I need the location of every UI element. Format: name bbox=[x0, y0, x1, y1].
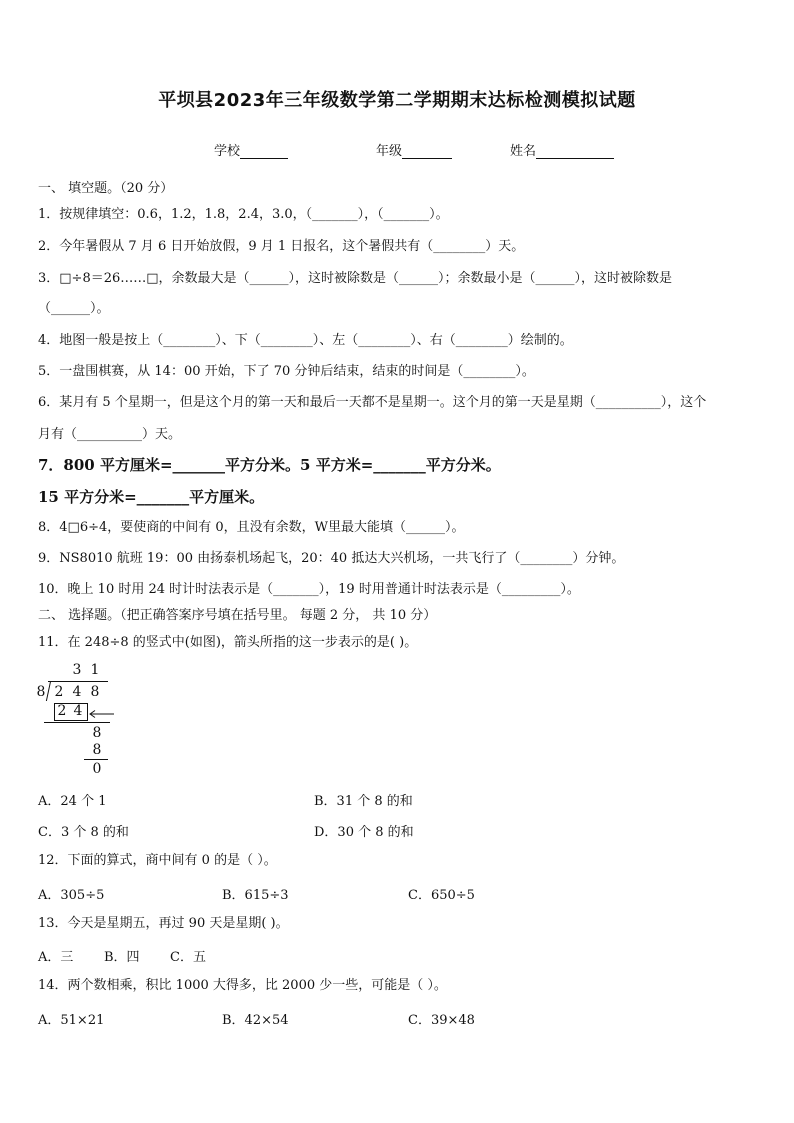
option-c: C．650÷5 bbox=[408, 888, 475, 903]
option-a: A．三 bbox=[38, 950, 74, 965]
option-d: D．30 个 8 的和 bbox=[314, 825, 414, 840]
section-1-heading: 一、 填空题。（20 分） bbox=[38, 181, 174, 196]
question-1: 1．按规律填空：0.6，1.2，1.8，2.4，3.0，（_______），（_______）。 bbox=[38, 207, 449, 222]
name-field bbox=[510, 140, 614, 159]
option-c: C．五 bbox=[170, 950, 206, 965]
bring-down-digit: 8 bbox=[92, 725, 102, 741]
subtraction-line bbox=[84, 759, 108, 760]
school-blank bbox=[240, 144, 288, 159]
dividend-digit: 8 bbox=[90, 684, 100, 700]
grade-blank bbox=[402, 144, 452, 159]
divisor-digit: 8 bbox=[36, 684, 46, 700]
name-blank bbox=[536, 144, 614, 159]
question-5: 5．一盘围棋赛，从 14：00 开始，下了 70 分钟后结束，结束的时间是（________）。 bbox=[38, 364, 535, 379]
long-division-figure bbox=[34, 662, 124, 780]
question-11: 11．在 248÷8 的竖式中(如图)，箭头所指的这一步表示的是( )。 bbox=[38, 635, 418, 650]
option-a: A．305÷5 bbox=[38, 888, 105, 903]
question-3-line-1: 3．□÷8＝26……□，余数最大是（______），这时被除数是（______）；余数最小是（______），这时被除数是 bbox=[38, 271, 673, 286]
left-arrow-icon bbox=[88, 709, 114, 719]
option-c: C．3 个 8 的和 bbox=[38, 825, 129, 840]
question-13: 13．今天是星期五，再过 90 天是星期( )。 bbox=[38, 916, 289, 931]
question-9: 9．NS8010 航班 19：00 由扬泰机场起飞，20：40 抵达大兴机场，一共飞行了（________）分钟。 bbox=[38, 551, 625, 566]
dividend-digit: 4 bbox=[72, 684, 82, 700]
option-b: B．四 bbox=[104, 950, 140, 965]
school-label: 学校 bbox=[214, 144, 241, 159]
question-2: 2．今年暑假从 7 月 6 日开始放假，9 月 1 日报名，这个暑假共有（________）天。 bbox=[38, 239, 525, 254]
question-6-line-1: 6．某月有 5 个星期一，但是这个月的第一天和最后一天都不是星期一。这个月的第一天是星期（__________），这个 bbox=[38, 395, 707, 410]
quotient-digit: 1 bbox=[90, 662, 100, 678]
option-c: C．39×48 bbox=[408, 1013, 475, 1028]
division-bar bbox=[48, 681, 108, 682]
page-title: 平坝县2023年三年级数学第二学期期末达标检测模拟试题 bbox=[158, 90, 636, 111]
question-4: 4．地图一般是按上（________）、下（________）、左（________）、右（________）绘制的。 bbox=[38, 333, 573, 348]
school-field bbox=[214, 140, 288, 159]
subtraction-line bbox=[44, 722, 110, 723]
dividend-digit: 2 bbox=[54, 684, 64, 700]
question-10: 10．晚上 10 时用 24 时计时法表示是（_______），19 时用普通计时法表示是（_________）。 bbox=[38, 582, 580, 597]
question-7-line-1: 7．800 平方厘米=_______平方分米。5 平方米=_______平方分米。 bbox=[38, 456, 501, 474]
question-8: 8．4□6÷4，要使商的中间有 0，且没有余数，W里最大能填（______）。 bbox=[38, 520, 465, 535]
section-2-heading: 二、 选择题。（把正确答案序号填在括号里。 每题 2 分， 共 10 分） bbox=[38, 608, 437, 623]
quotient-digit: 3 bbox=[72, 662, 82, 678]
question-3-line-2: （______）。 bbox=[38, 301, 110, 316]
question-14: 14．两个数相乘，积比 1000 大得多，比 2000 少一些，可能是（ ）。 bbox=[38, 978, 447, 993]
option-b: B．42×54 bbox=[222, 1013, 289, 1028]
step-digit: 2 bbox=[57, 703, 67, 719]
remainder-digit: 0 bbox=[92, 761, 102, 777]
option-b: B．615÷3 bbox=[222, 888, 289, 903]
name-label: 姓名 bbox=[510, 144, 537, 159]
question-7-line-2: 15 平方分米=_______平方厘米。 bbox=[38, 488, 265, 506]
grade-field bbox=[376, 140, 452, 159]
question-6-line-2: 月有（__________）天。 bbox=[38, 427, 182, 442]
option-a: A．24 个 1 bbox=[38, 794, 107, 809]
step-digit: 4 bbox=[73, 703, 83, 719]
product-digit: 8 bbox=[92, 742, 102, 758]
option-a: A．51×21 bbox=[38, 1013, 105, 1028]
grade-label: 年级 bbox=[376, 144, 403, 159]
question-12: 12．下面的算式，商中间有 0 的是（ ）。 bbox=[38, 853, 277, 868]
option-b: B．31 个 8 的和 bbox=[314, 794, 413, 809]
